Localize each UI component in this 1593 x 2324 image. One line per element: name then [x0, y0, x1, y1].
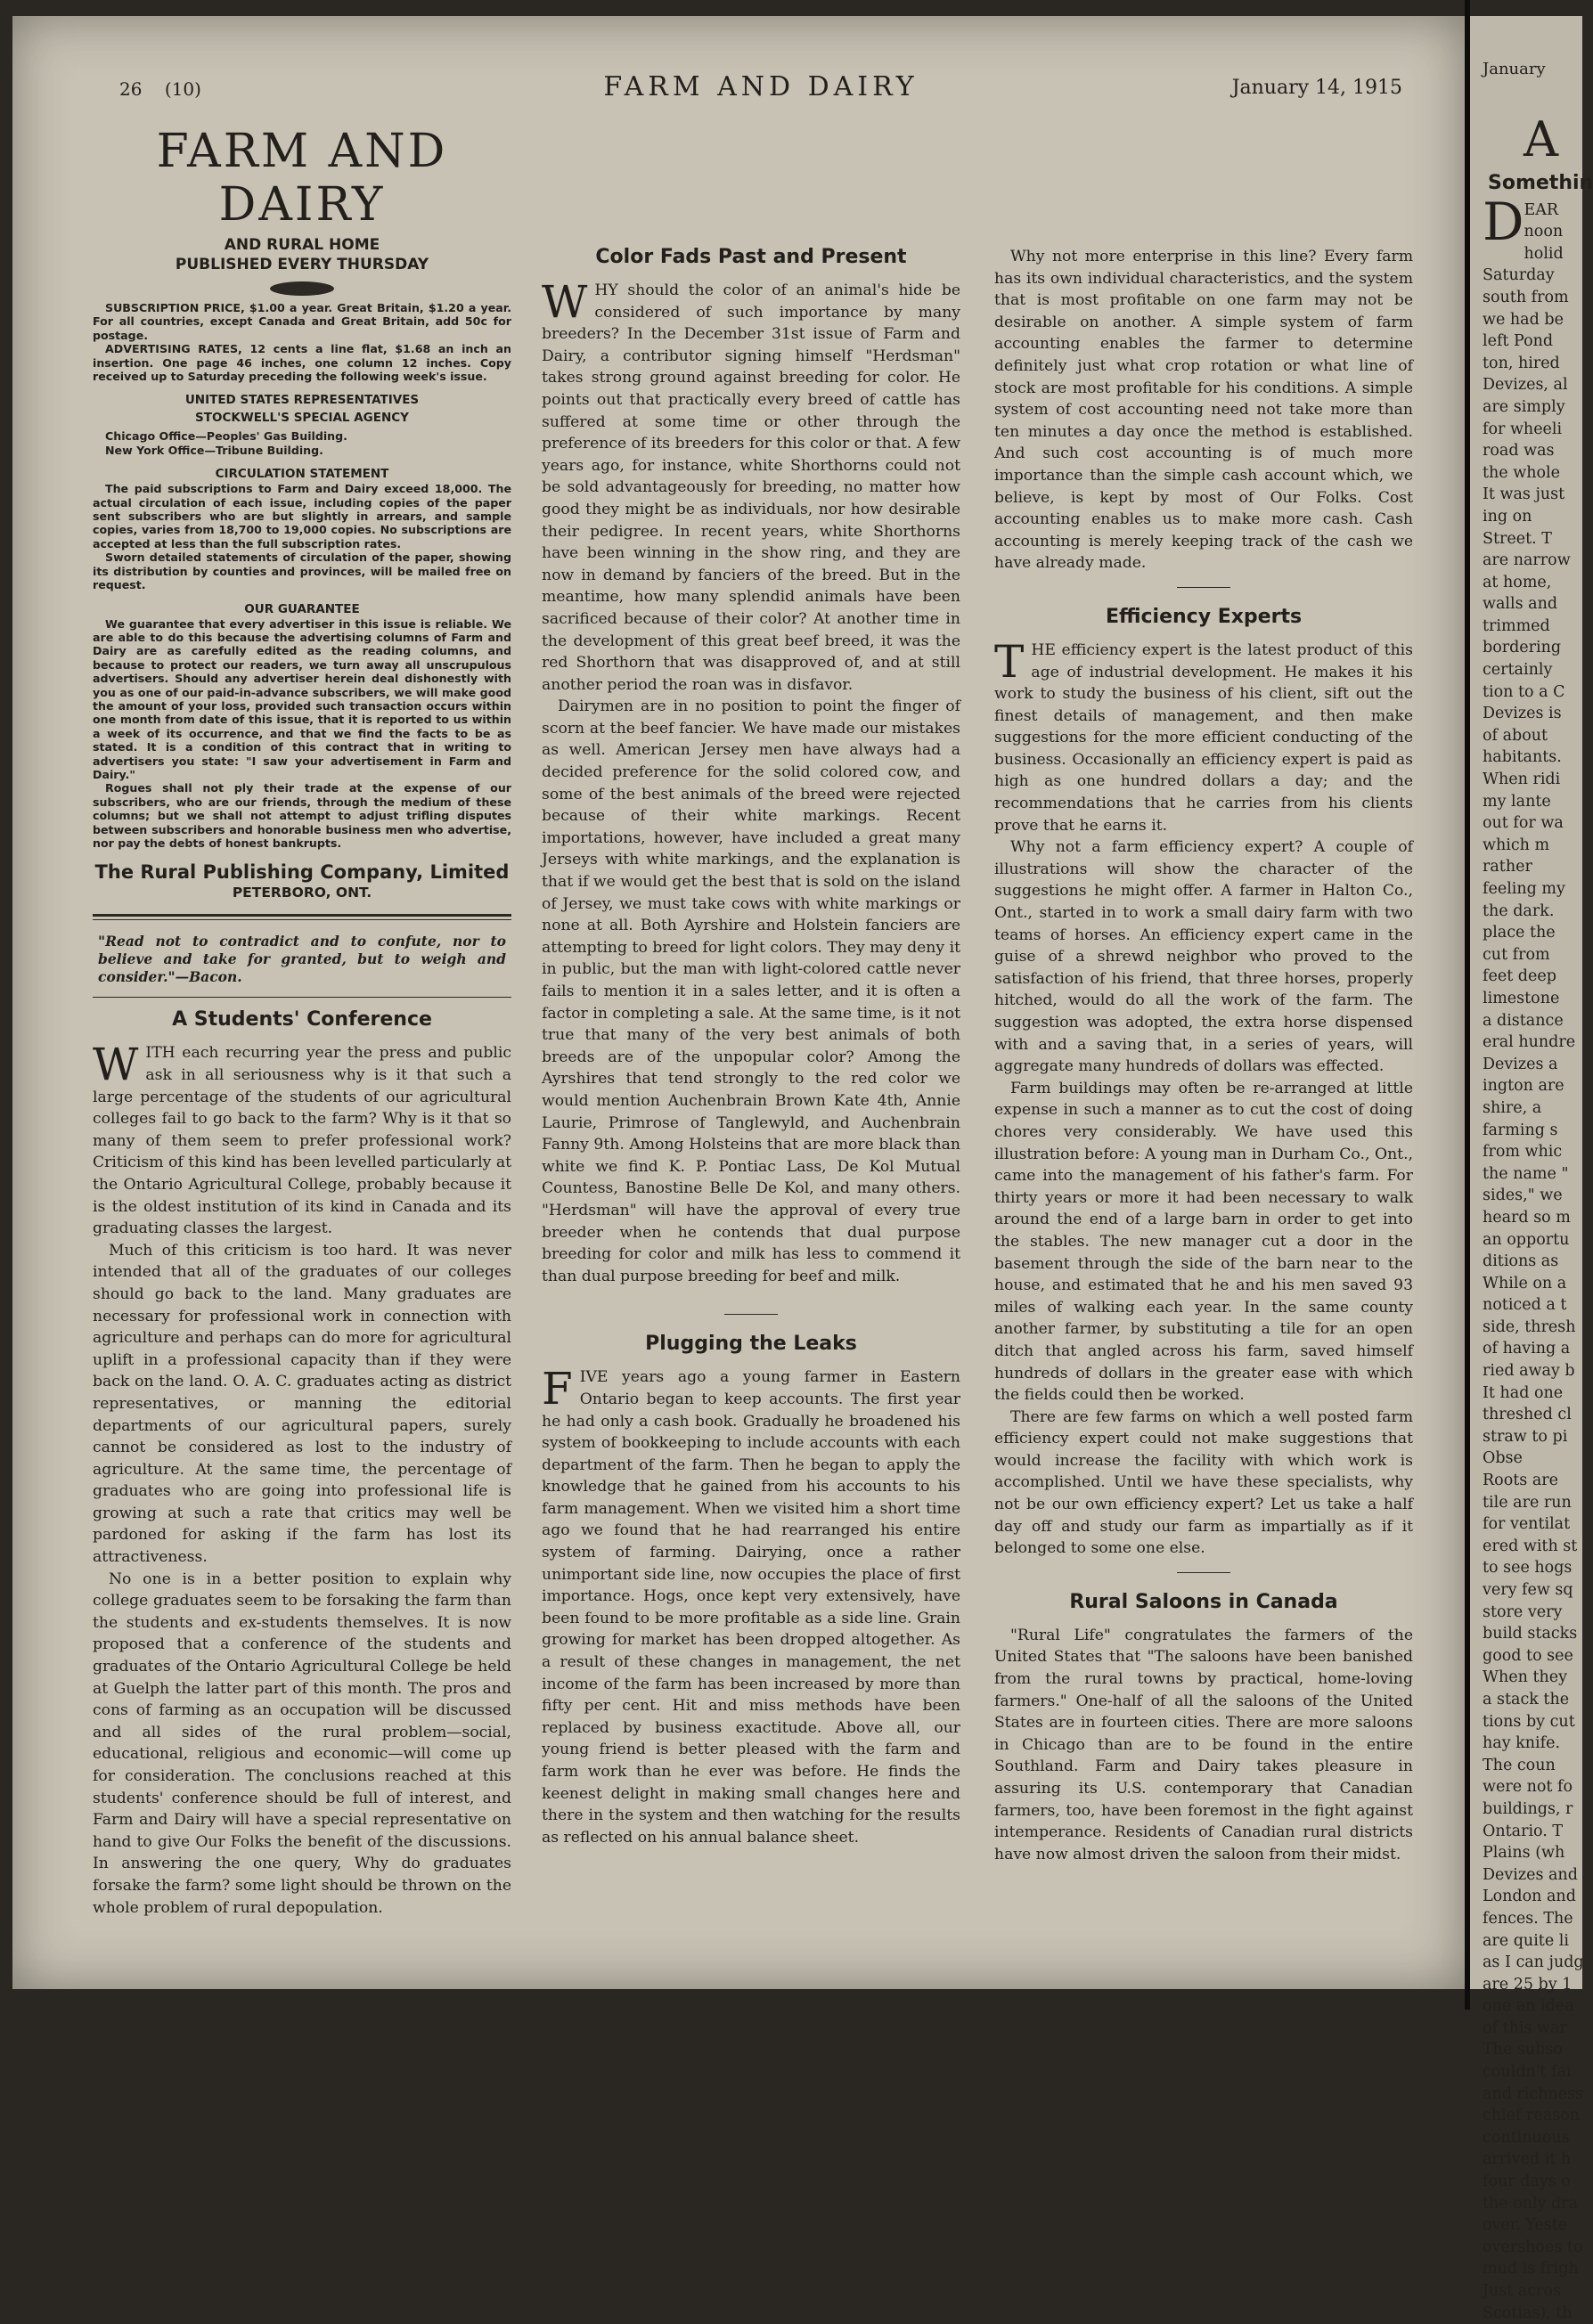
adjacent-text-line: ered with st — [1483, 1537, 1578, 1555]
adjacent-text-line: mud is frigh — [1483, 2260, 1579, 2279]
article-paragraph — [994, 635, 1413, 836]
adjacent-text-line: Saturday — [1483, 266, 1555, 285]
adjacent-text-line: ing on — [1483, 507, 1532, 526]
adjacent-text-line: of having a — [1483, 1340, 1571, 1358]
masthead-title: FARM AND DAIRY — [156, 125, 448, 232]
adjacent-text-line: an opportu — [1483, 1230, 1570, 1249]
adjacent-text-line: The coun — [1483, 1756, 1556, 1774]
drop-cap: W — [542, 276, 588, 328]
adjacent-text-line: feet deep — [1483, 967, 1556, 986]
adjacent-text-line: to see hogs — [1483, 1559, 1573, 1578]
adjacent-text-line: over. Yeste — [1483, 2216, 1568, 2235]
adjacent-text-line: While on a — [1483, 1274, 1567, 1292]
paragraph-text: ITH each recurring year the press and public ask in all seriousness why is it that such a large percentage of the students of our agricultural colleges fail to go back to the farm? Why is it that so many of them seem to prefer professional work? Criticism of this kind has been levelled particularly at the Ontario Agricultural College, probably because it is the oldest institution of its kind in Canada and its graduating classes the largest. — [93, 1044, 511, 1238]
adjacent-text-line: sides," we — [1483, 1186, 1563, 1205]
adjacent-text-line: a stack the — [1483, 1690, 1570, 1708]
adjacent-text-line: we had be — [1483, 310, 1564, 329]
adjacent-text-line: for wheeli — [1483, 420, 1563, 438]
adjacent-page-fragment — [1470, 16, 1593, 2322]
adjacent-text-line: The subso — [1483, 2041, 1563, 2059]
adjacent-text-line: When they — [1483, 1668, 1567, 1687]
adjacent-text-line: habitants. — [1483, 748, 1562, 767]
paragraph-text: HE efficiency expert is the latest product of this age of industrial development. He makes it his work to study the business of his client, sift out the finest details of management, and then make suggestions for the more efficient conducting of the business. Occasionally an efficiency expert is paid as high as one hundred dollars a day; and the recommendations that he carries from his clients prove that he earns it. — [994, 640, 1413, 835]
article-title-color-fads: Color Fads Past and Present — [595, 246, 907, 268]
adjacent-text-line: good to see — [1483, 1646, 1573, 1665]
newspaper-page — [12, 16, 1465, 1989]
page-sub-number: (10) — [164, 78, 201, 100]
article-paragraph: Much of this criticism is too hard. It was never intended that all of the graduates of our colleges should go back to the land. Many graduates are necessary for professional work in connection with agriculture and perhaps can do more for agricultural uplift in a professional capacity than if they were back on the land. O. A. C. graduates acting as district representatives, or manning the editorial departments of our agricultural papers, surely cannot be considered as lost to the industry of agriculture. At the same time, the percentage of graduates who are going into professional life is growing at such a rate that critics may well be pardoned for asking if the farm has lost its attractiveness. — [93, 1241, 511, 1567]
page-number-main: 26 — [119, 78, 143, 100]
adjacent-text-line: noon — [1524, 223, 1564, 241]
adjacent-text-line: shire, a — [1483, 1098, 1542, 1117]
subscription-info — [93, 301, 511, 383]
adjacent-text-line: of this war — [1483, 2018, 1567, 2037]
adjacent-text-line: walls and — [1483, 595, 1558, 614]
adjacent-title: Somethin — [1488, 171, 1593, 194]
adjacent-text-line: are 25 by 1 — [1483, 1975, 1573, 1994]
adjacent-text-line: south from — [1483, 288, 1569, 306]
adjacent-text-line: limestone — [1483, 989, 1560, 1007]
adjacent-text-line: ditions as — [1483, 1252, 1559, 1271]
adjacent-text-line: road was — [1483, 442, 1555, 461]
adjacent-text-line: London and — [1483, 1888, 1576, 1906]
article-title-students-conference: A Students' Conference — [172, 1008, 432, 1032]
adjacent-text-line: Plains (wh — [1483, 1844, 1565, 1863]
adjacent-text-line: When ridi — [1483, 771, 1561, 789]
adjacent-text-line: were not fo — [1483, 1778, 1573, 1797]
adjacent-text-line: ried away b — [1483, 1362, 1575, 1381]
us-representatives-heading: UNITED STATES REPRESENTATIVES — [184, 393, 420, 408]
adjacent-text-line: Street. T — [1483, 529, 1552, 548]
adjacent-text-line: ington are — [1483, 1077, 1564, 1096]
adjacent-text-line: four days o — [1483, 2173, 1571, 2191]
adjacent-text-line: heard so m — [1483, 1208, 1571, 1227]
adjacent-text-line: cut from — [1483, 945, 1550, 964]
circulation-paragraph: Sworn detailed statements of circulation of the paper, showing its distribution by counties and provinces, will be mailed free on request. — [93, 550, 511, 592]
adjacent-text-line: rather — [1483, 858, 1532, 877]
article-paragraph — [542, 1363, 960, 1848]
article-paragraph: Dairymen are in no position to point the finger of scorn at the beef fancier. We have made our mistakes as well. American Jersey men have always had a decided preference for the solid colored cow, and some of the best animals of the breed were rejected because of their white markings. Recent importations, however, have included a great many Jerseys with white markings, and the explanation is that if we would get the best that is sold on the island of Jersey, we must take cows with white markings or none at all. Both Ayrshire and Holstein fanciers are attempting to breed for light colors. They may deny it in public, but the man with light-colored cattle never fails to mention it in a sales letter, and it is often a factor in completing a sale. At the same time, is it not true that many of the very best animals of both breeds are of the unpopular color? Among the Ayrshires that tend strongly to the red color we would mention Auchenbrain Brown Kate 4th, Annie Laurie, Primrose of Tanglewyld, and Auchenbrain Fanny 9th. Among Holsteins that are more black than white we find K. P. Pontiac Lass, De Kol Mutual Countess, Banostine Belle De Kol, and many others. "Herdsman" will have the approval of every true breeder when he contends that dual purpose breeding for color and milk has less to commend it than dual purpose breeding for beef and milk. — [542, 697, 961, 1285]
adjacent-text-line: arrived it h — [1483, 2150, 1572, 2169]
running-head — [119, 71, 1402, 107]
adjacent-text-line: at home, — [1483, 573, 1552, 591]
article-paragraph — [542, 276, 960, 696]
guarantee-statement — [93, 617, 511, 851]
adjacent-text-line: are simply — [1483, 397, 1565, 416]
article-paragraph — [93, 1039, 511, 1239]
article-paragraph: No one is in a better position to explain why college graduates seem to be forsaking the farm than the students and ex-students themselves. It is now proposed that a conference of the students and graduates of the Ontario Agricultural College be held at Guelph the latter part of this month. The pros and cons of farming as an occupation will be discussed and all sides of the rural problem—social, educational, religious and economic—will come up for consideration. The conclusions reached at this students' conference should be full of interest, and Farm and Dairy will have a special representative on hand to give Our Folks the benefit of the discussions. In answering the one query, Why do graduates forsake the farm? some light should be thrown on the whole problem of rural depopulation. — [93, 1570, 511, 1917]
adjacent-text-line: threshed cl — [1483, 1406, 1572, 1424]
adjacent-text-line: Obse — [1483, 1449, 1523, 1468]
adjacent-text-line: the name " — [1483, 1164, 1569, 1183]
issue-date: January 14, 1915 — [1231, 77, 1402, 99]
publisher-name: The Rural Publishing Company, Limited — [94, 861, 510, 884]
office-list — [93, 429, 511, 457]
agency-name: STOCKWELL'S SPECIAL AGENCY — [195, 411, 409, 426]
adjacent-text-line: Devizes and — [1483, 1865, 1578, 1884]
adjacent-page-header: January — [1483, 60, 1546, 78]
adjacent-text-line: buildings, r — [1483, 1799, 1573, 1818]
adjacent-text-line: hay knife. — [1483, 1734, 1561, 1753]
masthead — [93, 125, 511, 296]
adjacent-text-line: certainly — [1483, 661, 1553, 680]
adjacent-text-line: which m — [1483, 836, 1550, 854]
adjacent-big-letter: A — [1524, 110, 1558, 167]
adjacent-text-line: side, thresh — [1483, 1317, 1576, 1336]
adjacent-text-line: very few sq — [1483, 1581, 1573, 1599]
publisher-city: PETERBORO, ONT. — [232, 885, 372, 901]
adjacent-text-line: Just acros — [1483, 2282, 1561, 2300]
adjacent-text-line: ton, hired — [1483, 354, 1560, 372]
adjacent-text-line: straw to pi — [1483, 1427, 1568, 1446]
adjacent-text-line: place the — [1483, 924, 1556, 942]
guarantee-paragraph: Rogues shall not ply their trade at the expense of our subscribers, who are our friends, through the medium of these columns; but we shall not attempt to adjust trifling disputes between subscribers and honorable business men who advertise, nor pay the debts of honest bankrupts. — [93, 781, 511, 850]
adjacent-text-line: Scotias), th — [1483, 2304, 1573, 2322]
adjacent-text-line: as I can judg — [1483, 1953, 1584, 1972]
column-3 — [994, 121, 1413, 1865]
adjacent-text-line: overshoes to — [1483, 2238, 1583, 2256]
adjacent-text-line: It was just — [1483, 485, 1565, 504]
article-paragraph: Why not more enterprise in this line? Every farm has its own individual characteristics, and the system that is most profitable on one farm may not be desirable on another. A simple system of farm accounting enables the farmer to determine definitely just what crop rotation or what line of stock are most profitable for his conditions. A simple system of cost accounting need not take more than ten minutes a day once the method is established. And such cost accounting is of much more importance than the simple cash account which, we believe, is kept by most of Our Folks. Cost accounting enables us to make more cash. Cash accounting is merely keeping track of the cash we have already made. — [994, 248, 1413, 573]
publication-name: FARM AND DAIRY — [603, 71, 919, 102]
adjacent-text-line: Roots are — [1483, 1472, 1558, 1490]
bacon-quote: "Read not to contradict and to confute, nor to believe and take for granted, but to weigh and consider."—Bacon. — [98, 933, 506, 986]
drop-cap: T — [994, 635, 1025, 688]
adjacent-text-line: are narrow — [1483, 551, 1571, 570]
ornament-icon — [270, 281, 334, 296]
circulation-paragraph: The paid subscriptions to Farm and Dairy exceed 18,000. The actual circulation of each issue, including copies of the paper sent subscribers who are but slightly in arrears, and sample copies, varies from 18,700 to 19,000 copies. No subscriptions are accepted at less than the full subscription rates. — [93, 482, 511, 550]
adjacent-text-line: one an idea — [1483, 1997, 1574, 2016]
adjacent-text-line: feeling my — [1483, 880, 1565, 898]
circulation-heading: CIRCULATION STATEMENT — [215, 467, 389, 482]
article-title-rural-saloons: Rural Saloons in Canada — [1069, 1590, 1338, 1613]
adjacent-text-line: fences. The — [1483, 1909, 1573, 1928]
adjacent-text-line: tions by cut — [1483, 1712, 1575, 1731]
newyork-office: New York Office—Tribune Building. — [105, 443, 323, 457]
chicago-office: Chicago Office—Peoples' Gas Building. — [105, 429, 347, 444]
column-1 — [93, 121, 511, 1919]
drop-cap: F — [542, 1363, 573, 1415]
article-paragraph: Farm buildings may often be re-arranged at little expense in such a manner as to cut the cost of doing chores very considerably. We have used this illustration before: A young man in Durham Co., Ont., came into the management of his father's farm. For thirty years or more it had been necessary to walk around the end of a large barn in order to get into the stables. The new manager cut a door in the basement through the side of the barn near to the house, and estimated that he and his men saved 93 miles of walking each year. In the same county another farmer, by substituting a tile for an open ditch that angled across his farm, saved himself hundreds of dollars in the greater ease with which the fields could then be worked. — [994, 1079, 1413, 1405]
adjacent-text-line: Devizes is — [1483, 705, 1562, 723]
adjacent-text-line: store very — [1483, 1602, 1563, 1621]
adjacent-text-line: EAR — [1524, 200, 1559, 219]
rule — [1177, 1572, 1230, 1573]
paragraph-text: IVE years ago a young farmer in Eastern Ontario began to keep accounts. The first year he had only a cash book. Gradually he broadened his system of bookkeeping to include accounts with each department of the farm. Then he began to apply the knowledge that he gained from his accounts to his farm management. When we visited him a short time ago we found that he had rearranged his entire system of farming. Dairying, once a rather unimportant side line, now occupies the place of first importance. Hogs, once kept very extensively, have been found to be more profitable as a side line. Grain growing for market has been dropped altogether. As a result of these changes in management, the net income of the farm has been increased by more than fifty per cent. Hit and miss methods have been replaced by business exactitude. Above all, our young friend is better pleased with the farm and farm work than he ever was before. He finds the keenest delight in making small changes here and there in the system and then watching for the results as reflected on his annual balance sheet. — [542, 1368, 960, 1847]
adjacent-text-line: It had one — [1483, 1383, 1564, 1402]
masthead-subtitle: AND RURAL HOME — [224, 236, 380, 254]
double-rule — [93, 914, 511, 920]
article-paragraph: "Rural Life" congratulates the farmers of the United States that "The saloons have been banished from the rural towns by practical, home-loving farmers." One-half of all the saloons of the United States are in fourteen cities. There are more saloons in Chicago than are to be found in the entire Southland. Farm and Dairy takes pleasure in assuring its U.S. contemporary that Canadian farmers, too, have been foremost in the fight against intemperance. Residents of Canadian rural districts have now almost driven the saloon from their midst. — [994, 1626, 1413, 1863]
adjacent-text-line: trimmed — [1483, 616, 1550, 635]
adjacent-text-line: Devizes, al — [1483, 376, 1568, 395]
adjacent-text-line: chief reason — [1483, 2107, 1581, 2125]
adjacent-text-line: of about — [1483, 726, 1548, 745]
adjacent-text-line: Ontario. T — [1483, 1822, 1564, 1840]
column-2 — [542, 121, 960, 1848]
advertising-rates: ADVERTISING RATES, 12 cents a line flat, $1.68 an inch an insertion. One page 46 inches, one column 12 inches. Copy received up to Saturday preceding the following week's issue. — [93, 342, 511, 384]
adjacent-text-line: the only dra — [1483, 2194, 1579, 2213]
adjacent-text-line: farming s — [1483, 1121, 1558, 1139]
article-title-plugging-leaks: Plugging the Leaks — [645, 1333, 857, 1356]
article-paragraph: Why not a farm efficiency expert? A couple of illustrations will show the character of the suggestions he might offer. A farmer in Halton Co., Ont., started in to work a small dairy farm with two teams of horses. An efficiency expert came in the guise of a shrewd neighbor who proved to the satisfaction of his friend, that three horses, properly hitched, would do all the work of the farm. The suggestion was adopted, the extra horse dispensed with and a saving that, in a series of years, will aggregate many hundreds of dollars was effected. — [994, 838, 1413, 1076]
adjacent-text-line: are quite li — [1483, 1931, 1569, 1950]
adjacent-text-line: couldn't fai — [1483, 2063, 1572, 2082]
adjacent-text-line: out for wa — [1483, 814, 1564, 833]
subscription-price: SUBSCRIPTION PRICE, $1.00 a year. Great Britain, $1.20 a year. For all countries, except Canada and Great Britain, add 50c for postage. — [93, 301, 511, 342]
adjacent-text-line: tion to a C — [1483, 682, 1565, 701]
adjacent-text-line: left Pond — [1483, 332, 1554, 351]
adjacent-text-line: a distance — [1483, 1011, 1564, 1030]
guarantee-paragraph: We guarantee that every advertiser in this issue is reliable. We are able to do this because the advertising columns of Farm and Dairy are as carefully edited as the reading columns, and because to protect our readers, we turn away all unscrupulous advertisers. Should any advertiser herein deal dishonestly with you as one of our paid-in-advance subscribers, we will make good the amount of your loss, provided such transaction occurs within one month from date of this issue, that it is reported to us within a week of its occurrence, and that we find the facts to be as stated. It is a condition of this contract that in writing to advertisers you state: "I saw your advertisement in Farm and Dairy." — [93, 616, 511, 781]
adjacent-text-line: Devizes a — [1483, 1055, 1558, 1073]
adjacent-text — [1470, 191, 1584, 2324]
adjacent-drop-cap: D — [1483, 191, 1524, 252]
adjacent-text-line: noticed a t — [1483, 1296, 1567, 1315]
adjacent-text-lines — [1470, 191, 1584, 2324]
paragraph-text: HY should the color of an animal's hide be considered of such importance by many breeders? In the December 31st issue of Farm and Dairy, a contributor signing himself "Herdsman" takes strong ground against breeding for color. He points out that practically every breed of cattle has suffered at some time or other through the preference of its breeders for this color or that. A few years ago, for instance, white Shorthorns could not be sold advantageously for breeding, no matter how good they might be as individuals, nor how desirable their pedigree. In recent years, white Shorthorns have been winning in the show ring, and they are now in demand by fanciers of the breed. But in the meantime, how many splendid animals have been sacrificed because of their color? At another time in the development of this great beef breed, it was the red Shorthorn that was disapproved of, and at still another period the roan was in disfavor. — [542, 281, 960, 694]
article-title-efficiency-experts: Efficiency Experts — [1105, 605, 1303, 628]
adjacent-text-line: build stacks — [1483, 1625, 1578, 1643]
adjacent-text-line: holid — [1524, 244, 1564, 263]
guarantee-heading: OUR GUARANTEE — [244, 601, 360, 616]
rule — [93, 997, 511, 998]
drop-cap: W — [93, 1039, 139, 1091]
adjacent-text-line: and richness — [1483, 2084, 1584, 2103]
rule — [724, 1314, 778, 1315]
adjacent-text-line: bordering — [1483, 639, 1562, 657]
adjacent-text-line: my lante — [1483, 792, 1551, 811]
article-paragraph: There are few farms on which a well posted farm efficiency expert could not make suggestions that would increase the facility with which work is accomplished. Until we have these specialists, why not be our own efficiency expert? Let us take a half day off and study our farm as impartially as if it belonged to some one else. — [994, 1407, 1413, 1558]
adjacent-text-line: the whole — [1483, 463, 1560, 482]
masthead-frequency: PUBLISHED EVERY THURSDAY — [175, 256, 429, 273]
adjacent-text-line: continuous — [1483, 2128, 1570, 2147]
adjacent-text-line: from whic — [1483, 1143, 1563, 1162]
adjacent-text-line: the dark. — [1483, 901, 1555, 920]
adjacent-text-line: eral hundre — [1483, 1033, 1576, 1052]
adjacent-text-line: for ventilat — [1483, 1515, 1571, 1534]
rule — [1177, 587, 1230, 588]
circulation-statement — [93, 482, 511, 591]
adjacent-text-line: tile are run — [1483, 1493, 1572, 1512]
